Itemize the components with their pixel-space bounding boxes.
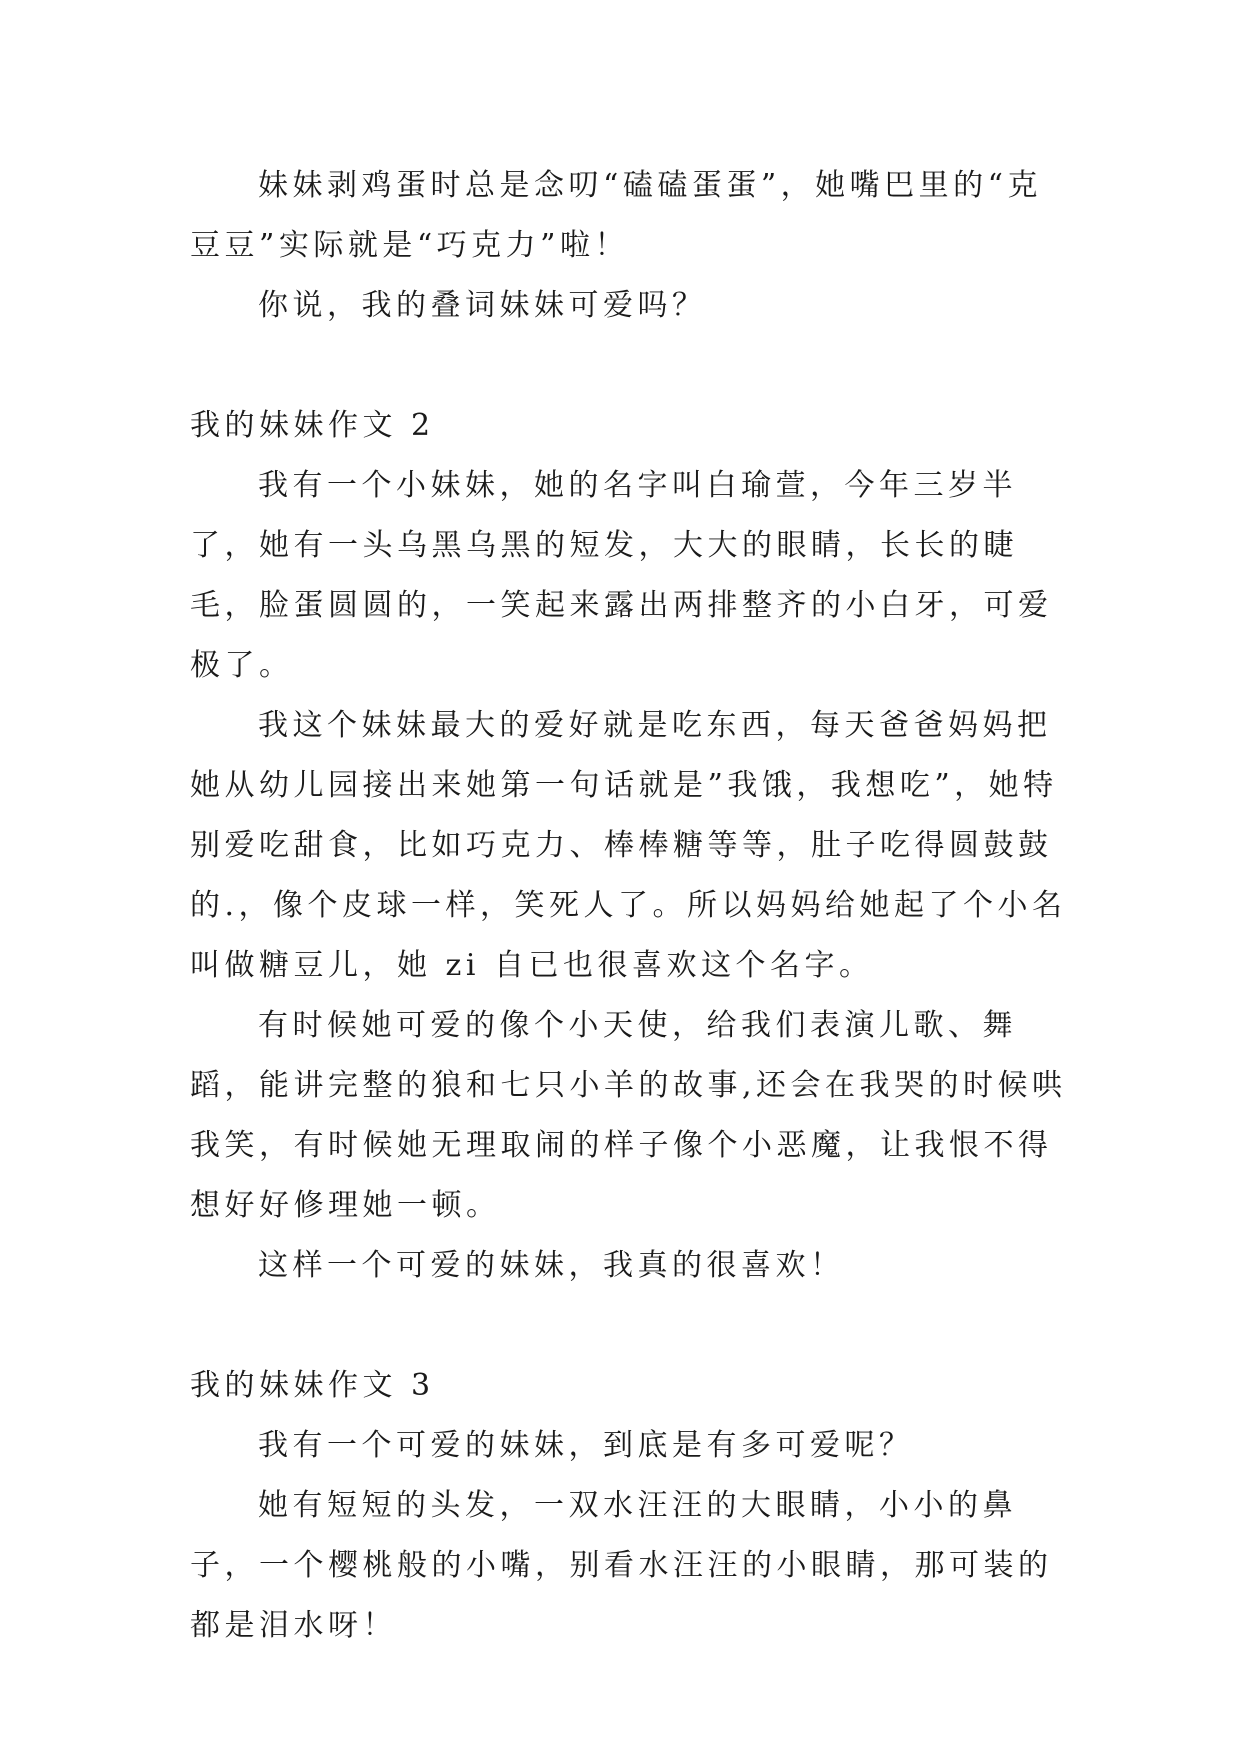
paragraph: 我有一个可爱的妹妹，到底是有多可爱呢？: [258, 1428, 914, 1463]
essay-2-title: 我的妹妹作文 2: [190, 408, 435, 443]
paragraph: 有时候她可爱的像个小天使，给我们表演儿歌、舞蹈，能讲完整的狼和七只小羊的故事,还会在我哭的时候哄我笑，有时候她无理取闹的样子像个小恶魔，让我恨不得想好好修理她一顿。: [190, 1008, 1067, 1223]
document-page: [190, 156, 1070, 1656]
paragraph: 妹妹剥鸡蛋时总是念叨“磕磕蛋蛋”，她嘴巴里的“克豆豆”实际就是“巧克力”啦！: [190, 168, 1043, 263]
paragraph: 她有短短的头发，一双水汪汪的大眼睛，小小的鼻子，一个樱桃般的小嘴，别看水汪汪的小眼睛，那可装的都是泪水呀！: [190, 1488, 1053, 1643]
essay-3-title: 我的妹妹作文 3: [190, 1368, 435, 1403]
paragraph: 你说，我的叠词妹妹可爱吗？: [258, 288, 707, 323]
paragraph: 我有一个小妹妹，她的名字叫白瑜萱，今年三岁半了，她有一头乌黑乌黑的短发，大大的眼睛，长长的睫毛，脸蛋圆圆的，一笑起来露出两排整齐的小白牙，可爱极了。: [190, 468, 1053, 683]
paragraph: 我这个妹妹最大的爱好就是吃东西，每天爸爸妈妈把她从幼儿园接出来她第一句话就是”我饿，我想吃”，她特别爱吃甜食，比如巧克力、棒棒糖等等，肚子吃得圆鼓鼓的.，像个皮球一样，笑死人了。所以妈妈给她起了个小名叫做糖豆儿，她 zi 自已也很喜欢这个名字。: [190, 708, 1067, 983]
paragraph: 这样一个可爱的妹妹，我真的很喜欢！: [258, 1248, 845, 1283]
section-gap: [190, 1296, 1070, 1356]
section-gap: [190, 336, 1070, 396]
